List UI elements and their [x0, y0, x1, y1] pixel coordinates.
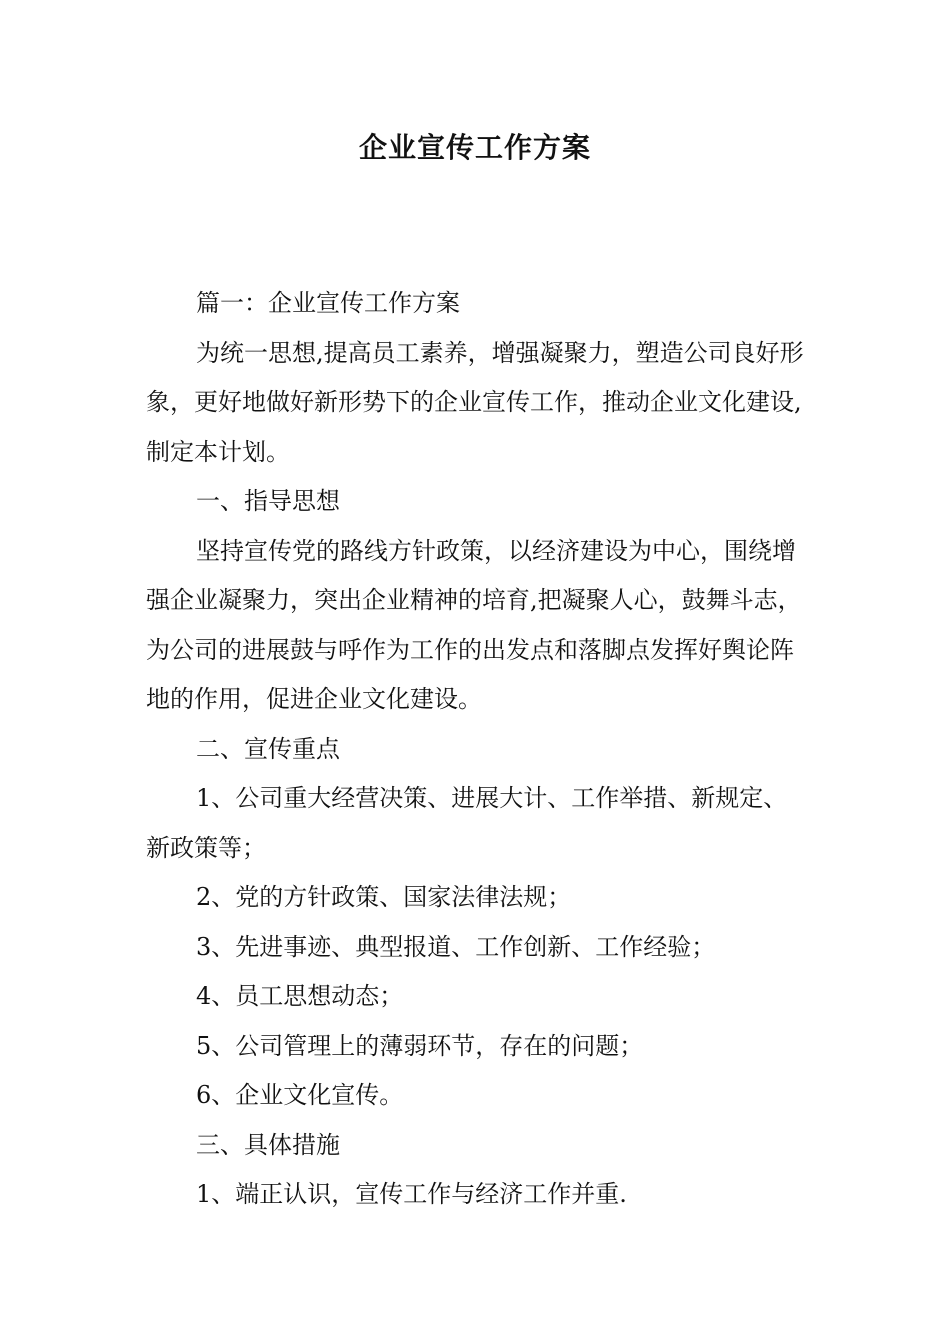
key-point-item-2: 2、党的方针政策、国家法律法规； — [196, 883, 572, 911]
measure-item-1: 1、端正认识，宣传工作与经济工作并重. — [196, 1180, 627, 1208]
guiding-thought-paragraph: 坚持宣传党的路线方针政策，以经济建设为中心，围绕增强企业凝聚力，突出企业精神的培育,把凝聚人心，鼓舞斗志，为公司的进展鼓与呼作为工作的出发点和落脚点发挥好舆论阵地的作用，促进企业文化建设。 — [146, 536, 802, 713]
section-heading-key-points: 二、宣传重点 — [196, 734, 340, 763]
intro-paragraph: 为统一思想,提高员工素养，增强凝聚力，塑造公司良好形象，更好地做好新形势下的企业宣传工作，推动企业文化建设,制定本计划。 — [146, 338, 804, 466]
section-heading-measures: 三、具体措施 — [196, 1130, 340, 1159]
key-point-item-5: 5、公司管理上的薄弱环节，存在的问题； — [196, 1031, 644, 1060]
document-title: 企业宣传工作方案 — [358, 131, 591, 164]
key-point-item-3: 3、先进事迹、典型报道、工作创新、工作经验； — [196, 932, 716, 961]
section-heading-guiding-thought: 一、指导思想 — [196, 487, 340, 515]
key-point-item-6: 6、企业文化宣传。 — [196, 1081, 404, 1109]
document-body — [146, 279, 806, 1220]
section-heading-part-one: 篇一：企业宣传工作方案 — [196, 289, 460, 317]
key-point-item-1: 1、公司重大经营决策、进展大计、工作举措、新规定、新政策等； — [146, 784, 788, 862]
key-point-item-4: 4、员工思想动态； — [196, 982, 404, 1010]
